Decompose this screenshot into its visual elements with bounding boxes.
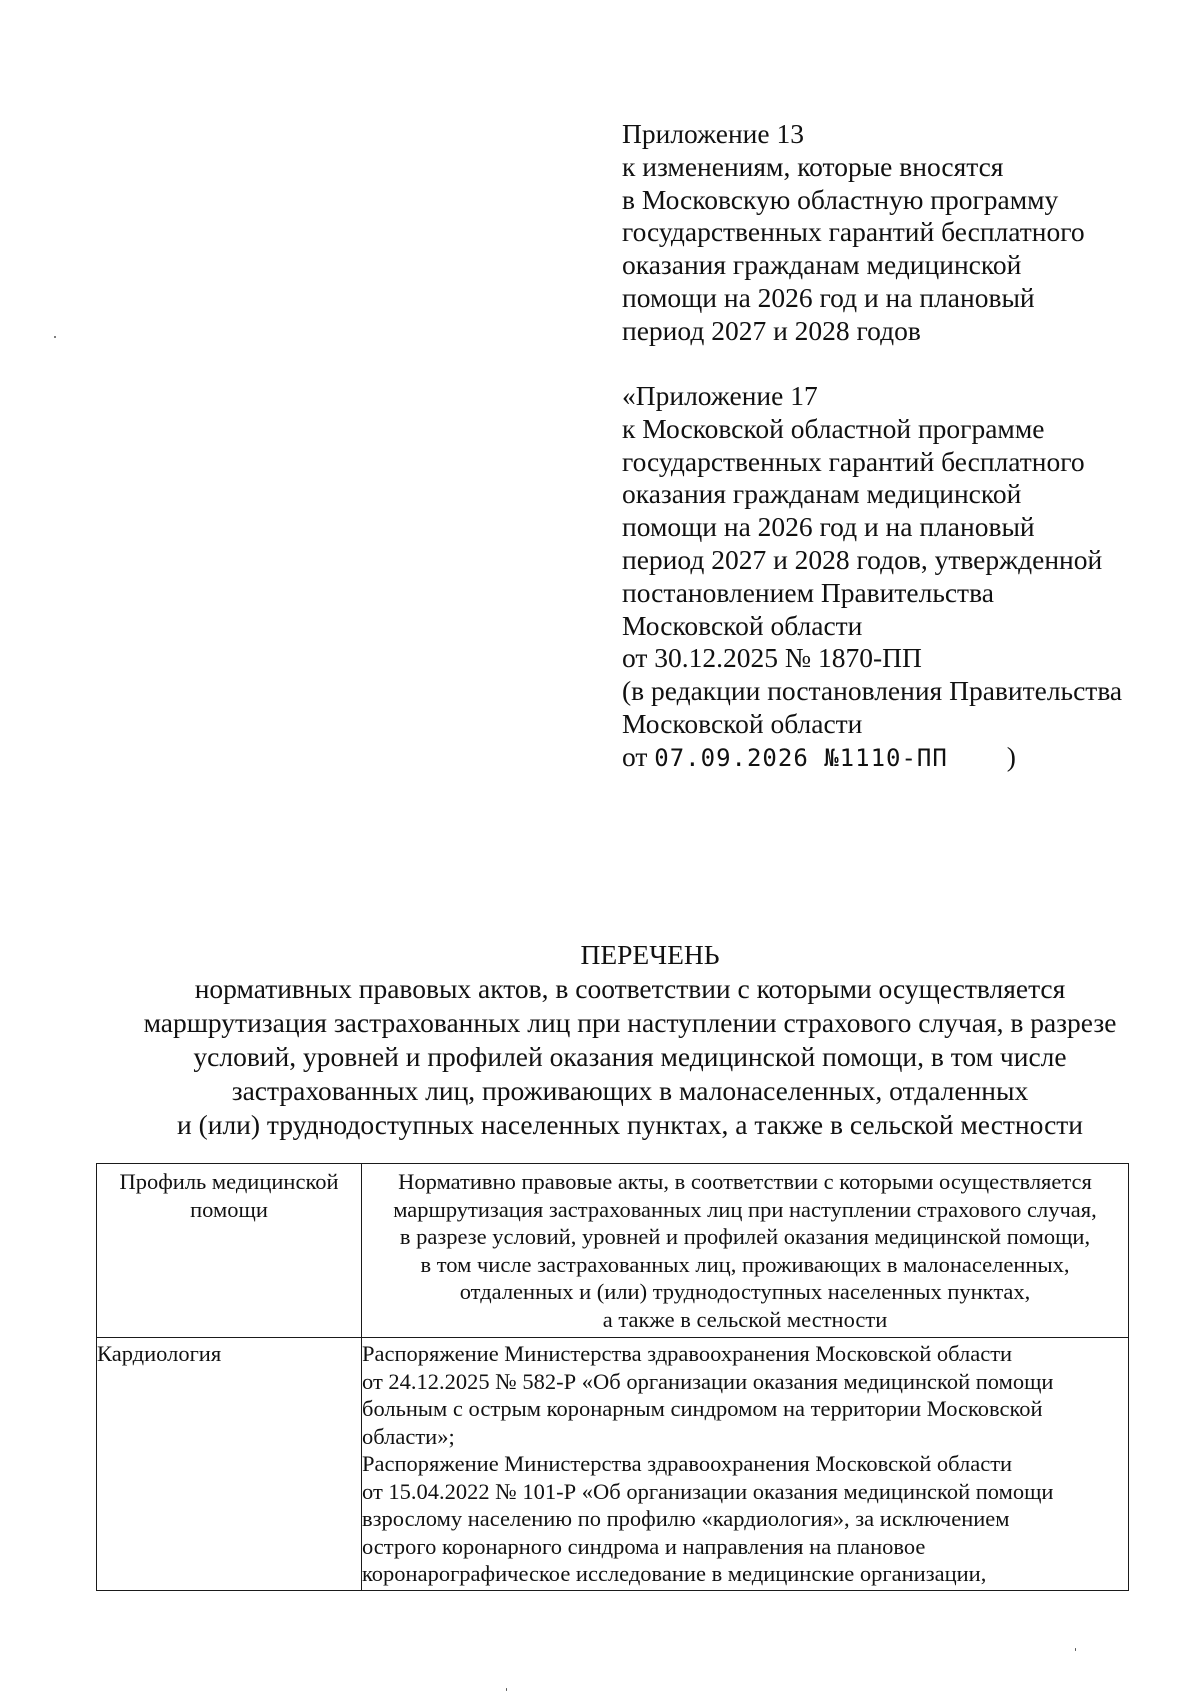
stamp-suffix: )	[1006, 740, 1016, 772]
table-row	[97, 1338, 1129, 1591]
scan-speck	[54, 336, 56, 338]
header-profile-cell	[97, 1164, 362, 1338]
header-acts-text: а также в сельской местности	[602, 1306, 888, 1332]
annex-17-line: постановлением Правительства	[622, 576, 994, 608]
annex-13-line: к изменениям, которые вносятся	[622, 150, 1004, 182]
annex-17-line: государственных гарантий бесплатного	[622, 445, 1085, 477]
header-acts-text: маршрутизация застрахованных лиц при наступлении страхового случая,	[393, 1196, 1097, 1222]
stamp-prefix: от	[622, 740, 648, 772]
scan-speck	[1075, 1648, 1076, 1651]
annex-17-line: оказания гражданам медицинской	[622, 478, 1022, 510]
list-heading: ПЕРЕЧЕНЬ	[580, 939, 720, 970]
amendment-date-number-stamp: 07.09.2026 №1110-ПП	[654, 743, 948, 772]
annex-13-line: Приложение 13	[622, 118, 804, 149]
acts-text-line: области»;	[362, 1423, 455, 1449]
header-acts-text: отдаленных и (или) труднодоступных населенных пунктах,	[459, 1279, 1031, 1304]
header-profile-text: Профиль медицинской	[119, 1169, 339, 1194]
profile-cell	[97, 1338, 362, 1591]
annex-17-line: Московской области	[622, 609, 863, 641]
header-profile-text: помощи	[190, 1196, 268, 1222]
annex-17-block	[622, 380, 1122, 775]
annex-13-line: государственных гарантий бесплатного	[622, 216, 1085, 248]
acts-text-line: Распоряжение Министерства здравоохранения Московской области	[362, 1341, 1013, 1366]
list-title	[0, 938, 1200, 1142]
list-title-line: и (или) труднодоступных населенных пунктах, а также в сельской местности	[176, 1109, 1084, 1140]
acts-text-line: Распоряжение Министерства здравоохранения Московской области	[362, 1451, 1013, 1476]
profile-name: Кардиология	[97, 1341, 222, 1366]
acts-cell	[362, 1338, 1129, 1591]
header-acts-text: в том числе застрахованных лиц, проживающих в малонаселенных,	[420, 1251, 1070, 1277]
annex-17-line: «Приложение 17	[622, 380, 818, 411]
acts-text-line: больным с острым коронарным синдромом на территории Московской	[362, 1396, 1043, 1421]
scan-speck	[506, 1688, 507, 1691]
annex-13-block	[622, 118, 1085, 348]
list-title-line: маршрутизация застрахованных лиц при наступлении страхового случая, в разрезе	[143, 1007, 1117, 1038]
acts-text-line: от 15.04.2022 № 101-Р «Об организации оказания медицинской помощи	[362, 1478, 1054, 1504]
acts-text-line: острого коронарного синдрома и направления на плановое	[362, 1533, 926, 1559]
header-acts-cell	[362, 1164, 1129, 1338]
table-header-row	[97, 1164, 1129, 1338]
annex-17-line: Московской области	[622, 707, 863, 739]
list-title-line: нормативных правовых актов, в соответствии с которыми осуществляется	[194, 973, 1066, 1004]
annex-13-line: в Московскую областную программу	[622, 183, 1059, 215]
annex-17-line: к Московской областной программе	[622, 412, 1045, 444]
header-acts-text: Нормативно правовые акты, в соответствии с которыми осуществляется	[398, 1169, 1092, 1194]
annex-17-line: помощи на 2026 год и на плановый	[622, 511, 1035, 543]
annex-17-line: (в редакции постановления Правительства	[622, 675, 1123, 707]
routing-acts-table	[96, 1163, 1129, 1591]
annex-17-line: период 2027 и 2028 годов, утвержденной	[622, 543, 1103, 575]
annex-13-line: период 2027 и 2028 годов	[622, 314, 921, 346]
annex-13-line: оказания гражданам медицинской	[622, 249, 1022, 281]
acts-text-line: от 24.12.2025 № 582-Р «Об организации оказания медицинской помощи	[362, 1368, 1054, 1394]
annex-13-line: помощи на 2026 год и на плановый	[622, 281, 1035, 313]
annex-17-line: от 30.12.2025 № 1870-ПП	[622, 642, 922, 674]
list-title-line: застрахованных лиц, проживающих в малонаселенных, отдаленных	[231, 1075, 1029, 1106]
header-acts-text: в разрезе условий, уровней и профилей оказания медицинской помощи,	[399, 1224, 1091, 1249]
acts-text-line: взрослому населению по профилю «кардиология», за исключением	[362, 1506, 1010, 1531]
amendment-stamp-line	[622, 741, 1122, 775]
list-title-line: условий, уровней и профилей оказания медицинской помощи, в том числе	[193, 1041, 1067, 1072]
acts-text-line: коронарографическое исследование в медицинские организации,	[362, 1561, 987, 1586]
